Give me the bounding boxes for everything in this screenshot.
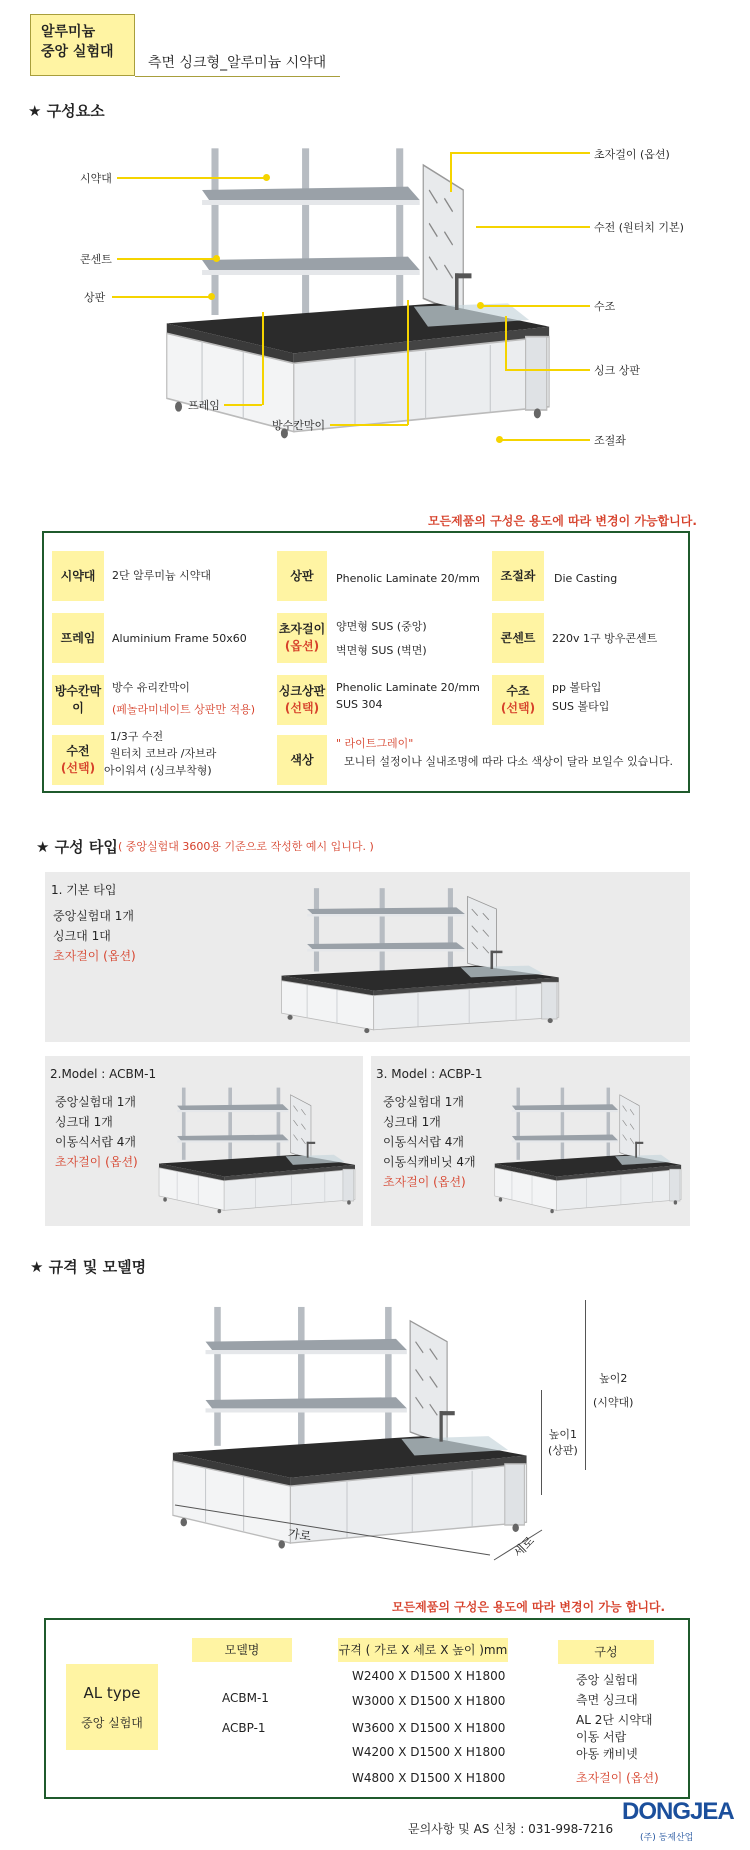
- callout-outlet: 콘센트: [80, 253, 112, 266]
- height1-line: [541, 1390, 542, 1495]
- type-acbm-line3: 이동식서랍 4개: [55, 1135, 137, 1149]
- callout-line: [262, 312, 264, 405]
- spec-tag-frame: 프레임: [52, 613, 104, 663]
- type-acbm-title: 2.Model : ACBM-1: [50, 1067, 157, 1081]
- type-basic-image: [273, 884, 563, 1034]
- config-3: AL 2단 시약대: [576, 1713, 653, 1727]
- callout-leveler: 조절좌: [594, 434, 626, 447]
- spec-val-color1: " 라이트그레이": [336, 737, 414, 750]
- type-acbp-line5: 초자걸이 (옵션): [383, 1175, 466, 1189]
- col-header-config: 구성: [558, 1640, 654, 1664]
- type-acbp-line1: 중앙실험대 1개: [383, 1095, 465, 1109]
- callout-line: [500, 439, 590, 441]
- type-acbp-title: 3. Model : ACBP-1: [376, 1067, 483, 1081]
- model-table: [44, 1618, 690, 1799]
- type-panel-acbm: [45, 1056, 363, 1226]
- spec-tag-sinktop: 싱크상판 (선택): [277, 675, 327, 725]
- size-2: W3000 X D1500 X H1800: [352, 1694, 506, 1708]
- callout-shelf: 시약대: [80, 172, 112, 185]
- width-depth-lines: [170, 1500, 550, 1590]
- type-acbp-image: [489, 1084, 684, 1214]
- spec-val-sinktop2: SUS 304: [336, 698, 383, 711]
- col-header-size: 규격 ( 가로 X 세로 X 높이 )mm: [338, 1638, 508, 1662]
- spec-note: 모든제품의 구성은 용도에 따라 변경이 가능합니다.: [428, 514, 697, 528]
- spec-tag-faucet: 수전 (선택): [52, 735, 104, 785]
- spec-tag-outlet: 콘센트: [492, 613, 544, 663]
- spec-val-leveler: Die Casting: [554, 572, 618, 585]
- page-subtitle: 측면 싱크형_알루미늄 시약대: [135, 52, 340, 77]
- type-badge-line2: 중앙 실험대: [81, 1715, 143, 1730]
- brand-sub: (주) 동제산업: [640, 1833, 694, 1843]
- callout-line: [330, 424, 408, 426]
- types-heading: ★ 구성 타입: [36, 838, 118, 856]
- model-name-1: ACBM-1: [222, 1691, 269, 1705]
- callout-frame: 프레임: [188, 399, 220, 412]
- callout-line: [112, 296, 212, 298]
- col-header-model: 모델명: [192, 1638, 292, 1662]
- spec-val-sink2: SUS 볼타입: [552, 700, 610, 713]
- type-badge-line1: AL type: [83, 1683, 141, 1702]
- size-3: W3600 X D1500 X H1800: [352, 1721, 506, 1735]
- spec-val-splash1: 방수 유리칸막이: [112, 681, 190, 694]
- spec-val-top: Phenolic Laminate 20/mm: [336, 572, 480, 585]
- components-heading: ★ 구성요소: [28, 102, 105, 120]
- model-name-2: ACBP-1: [222, 1721, 266, 1735]
- callout-dot: [477, 302, 484, 309]
- spec-tag-sink: 수조 (선택): [492, 675, 544, 725]
- spec-tag-leveler: 조절좌: [492, 551, 544, 601]
- callout-sink: 수조: [594, 300, 616, 313]
- width-label: 가로: [287, 1526, 312, 1544]
- spec-val-splash2: (페놀라미네이트 상판만 적용): [112, 703, 256, 716]
- spec-tag-shelf: 시약대: [52, 551, 104, 601]
- type-acbm-image: [153, 1084, 358, 1214]
- spec-tag-top: 상판: [277, 551, 327, 601]
- dimensions-heading: ★ 규격 및 모델명: [30, 1258, 147, 1276]
- type-basic-line2: 싱크대 1대: [53, 929, 111, 943]
- type-basic-line1: 중앙실험대 1개: [53, 909, 135, 923]
- config-2: 측면 싱크대: [576, 1693, 638, 1707]
- callout-line: [450, 152, 452, 192]
- size-1: W2400 X D1500 X H1800: [352, 1669, 506, 1683]
- size-5: W4800 X D1500 X H1800: [352, 1771, 506, 1785]
- height1-label: 높이1 (상판): [548, 1428, 578, 1457]
- spec-tag-color: 색상: [277, 735, 327, 785]
- type-panel-acbp: [371, 1056, 690, 1226]
- callout-dot: [208, 293, 215, 300]
- spec-val-color2: 모니터 설정이나 실내조명에 따라 다소 색상이 달라 보일수 있습니다.: [344, 755, 673, 768]
- spec-tag-splash: 방수칸막이: [52, 675, 104, 725]
- category-line2: 중앙 실험대: [41, 44, 114, 60]
- spec-val-frame: Aluminium Frame 50x60: [112, 632, 247, 645]
- type-acbp-line2: 싱크대 1개: [383, 1115, 441, 1129]
- category-badge: [30, 14, 135, 76]
- config-1: 중앙 실험대: [576, 1673, 638, 1687]
- type-acbp-line4: 이동식캐비닛 4개: [383, 1155, 476, 1169]
- category-line1: 알루미늄: [41, 24, 96, 40]
- callout-line: [480, 305, 590, 307]
- contact-info: 문의사항 및 AS 신청 : 031-998-7216: [408, 1822, 614, 1836]
- spec-val-rack2: 벽면형 SUS (벽면): [336, 644, 427, 657]
- callout-line: [407, 300, 409, 425]
- callout-top: 상판: [84, 291, 106, 304]
- spec-val-faucet3: 아이워셔 (싱크부착형): [104, 764, 212, 777]
- size-4: W4200 X D1500 X H1800: [352, 1745, 506, 1759]
- types-heading-note: ( 중앙실험대 3600용 기준으로 작성한 예시 입니다. ): [118, 840, 374, 853]
- callout-line: [224, 404, 262, 406]
- type-basic-line3: 초자걸이 (옵션): [53, 949, 136, 963]
- type-basic-title: 1. 기본 타입: [51, 883, 117, 897]
- spec-val-rack1: 양면형 SUS (중앙): [336, 620, 427, 633]
- depth-label: 세로: [510, 1533, 538, 1561]
- spec-val-shelf: 2단 알루미늄 시약대: [112, 569, 211, 582]
- type-acbm-line1: 중앙실험대 1개: [55, 1095, 137, 1109]
- spec-val-sinktop1: Phenolic Laminate 20/mm: [336, 681, 480, 694]
- callout-line: [117, 258, 217, 260]
- callout-line: [117, 177, 267, 179]
- bench-illustration: [155, 140, 555, 440]
- height2-label: 높이2 (시약대): [593, 1372, 634, 1409]
- callout-splash: 방수칸막이: [272, 419, 326, 432]
- callout-dot: [213, 255, 220, 262]
- spec-tag-rack: 초자걸이 (옵션): [277, 613, 327, 663]
- type-acbm-line2: 싱크대 1개: [55, 1115, 113, 1129]
- callout-faucet: 수전 (원터치 기본): [594, 221, 684, 234]
- callout-line: [505, 369, 590, 371]
- config-6: 초자걸이 (옵션): [576, 1771, 659, 1785]
- config-5: 아동 캐비넷: [576, 1747, 638, 1761]
- spec-val-sink1: pp 볼타입: [552, 681, 602, 694]
- callout-dot: [496, 436, 503, 443]
- callout-line: [505, 316, 507, 370]
- brand-logo: DONGJEA: [622, 1798, 734, 1825]
- callout-sink-top: 싱크 상판: [594, 364, 641, 377]
- type-acbm-line4: 초자걸이 (옵션): [55, 1155, 138, 1169]
- spec-val-faucet2: 원터치 코브라 /자브라: [110, 747, 217, 760]
- callout-rack: 초자걸이 (옵션): [594, 148, 670, 161]
- spec-val-outlet: 220v 1구 방우콘센트: [552, 632, 658, 645]
- type-acbp-line3: 이동식서랍 4개: [383, 1135, 465, 1149]
- model-note: 모든제품의 구성은 용도에 따라 변경이 가능 합니다.: [392, 1600, 666, 1614]
- spec-val-faucet1: 1/3구 수전: [110, 730, 164, 743]
- config-4: 이동 서랍: [576, 1730, 627, 1744]
- type-badge: [66, 1664, 158, 1750]
- type-panel-basic: [45, 872, 690, 1042]
- callout-line: [476, 226, 590, 228]
- spec-table: [42, 531, 690, 793]
- height2-line: [585, 1300, 586, 1470]
- callout-line: [450, 152, 590, 154]
- callout-dot: [263, 174, 270, 181]
